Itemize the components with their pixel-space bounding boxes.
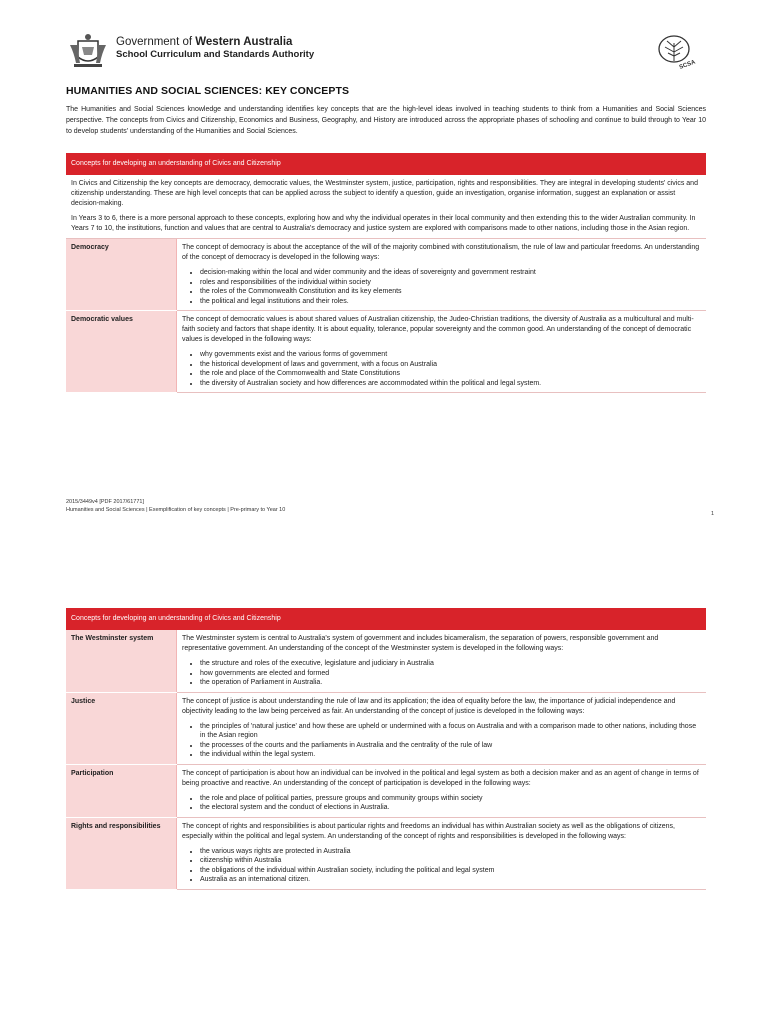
table-heading: Concepts for developing an understanding of Civics and Citizenship bbox=[66, 608, 706, 630]
table-row bbox=[66, 239, 706, 311]
document-title: Humanities and Social Sciences | Exemplification of key concepts | Pre-primary to Year 10 bbox=[66, 507, 286, 513]
table-row bbox=[66, 817, 706, 889]
list-item: • the historical development of laws and government, with a focus on Australia bbox=[200, 360, 701, 370]
list-item: • the processes of the courts and the parliaments in Australia and the centrality of the rule of law bbox=[200, 741, 701, 751]
concept-term: Democratic values bbox=[66, 311, 177, 393]
concept-definition: The Westminster system is central to Australia's system of government and includes bicameralism, the separation of powers, responsible government and representative government. An understanding of the concept of the Westminster system is developed in the following ways: • the structure and roles of the executive, legislature and judiciary in Australia • how governments are elected and formed • the operation of Parliament in Australia. bbox=[177, 630, 707, 692]
list-item: • the roles of the Commonwealth Constitution and its key elements bbox=[200, 287, 701, 297]
list-item: • the individual within the legal system. bbox=[200, 750, 701, 760]
list-item: • why governments exist and the various forms of government bbox=[200, 350, 701, 360]
list-item: • the role and place of the Commonwealth and State Constitutions bbox=[200, 369, 701, 379]
concept-definition: The concept of rights and responsibilities is about particular rights and freedoms an individual has within Australian society as well as the obligations of citizens, especially within the political and legal system. An understanding of the concept of rights and responsibilities is developed in the following ways: • the various ways rights are protected in Australia • citizenship within Australia • the obligations of the individual within Australian society, including the political and legal system • Australia as an international citizen. bbox=[177, 817, 707, 889]
logo-lettering: SCSA bbox=[678, 59, 697, 71]
list-item: • the electoral system and the conduct of elections in Australia. bbox=[200, 803, 701, 813]
authority-name: School Curriculum and Standards Authority bbox=[116, 49, 315, 60]
scsa-logo-icon bbox=[656, 33, 697, 73]
concept-term: Democracy bbox=[66, 239, 177, 311]
concept-definition: The concept of democratic values is about shared values of Australian citizenship, the Judeo-Christian traditions, the diversity of Australia as a multicultural and multi-faith society and factors that shape identity. It is about equality, tolerance, popular sovereignty and the common good. An understanding of the concept of democratic values is developed in the following ways: • why governments exist and the various forms of government • the historical development of laws and government, with a focus on Australia • the role and place of the Commonwealth and State Constitutions • the diversity of Australian society and how differences are accommodated within the political and legal system. bbox=[177, 311, 707, 393]
page-footer bbox=[66, 498, 714, 517]
wa-coat-of-arms-icon bbox=[66, 33, 110, 69]
page-title: HUMANITIES AND SOCIAL SCIENCES: KEY CONCEPTS bbox=[66, 85, 350, 97]
list-item: • decision-making within the local and wider community and the ideas of sovereignty and government restraint bbox=[200, 268, 701, 278]
table-row bbox=[66, 692, 706, 764]
concept-term: Participation bbox=[66, 764, 177, 817]
intro-paragraph: The Humanities and Social Sciences knowledge and understanding identifies key concepts that are the high-level ideas involved in teaching students to think from a Humanities and Social Sciences perspective. The concepts from Civics and Citizenship, Economics and Business, Geography, and History are introduced across the appropriate phases of schooling and continue to build through to Year 10 to develop students' understanding of the Humanities and Social Sciences. bbox=[66, 106, 706, 135]
page-number: 1 bbox=[710, 511, 714, 517]
concept-definition: The concept of justice is about understanding the rule of law and its application; the idea of equality before the law, the importance of judicial independence and objectivity leading to the law being perceived as fair. An understanding of the concept of justice is developed in the following ways: • the principles of 'natural justice' and how these are upheld or undermined with a focus on Australia and with a comparison made to other nations, including those in the Asian region • the processes of the courts and the parliaments in Australia and the centrality of the rule of law • the individual within the legal system. bbox=[177, 692, 707, 764]
list-item: • the structure and roles of the executive, legislature and judiciary in Australia bbox=[200, 659, 701, 669]
civics-concepts-table-1 bbox=[66, 153, 706, 393]
concept-definition: The concept of democracy is about the acceptance of the will of the majority combined with constitutionalism, the rule of law and particular freedoms. An understanding of the concept of democracy is developed in the following ways: • decision-making within the local and wider community and the ideas of sovereignty and government restraint • roles and responsibilities of the individual within society • the roles of the Commonwealth Constitution and its key elements • the political and legal institutions and their roles. bbox=[177, 239, 707, 311]
table-row bbox=[66, 630, 706, 692]
document-header bbox=[66, 33, 706, 73]
table-row bbox=[66, 764, 706, 817]
list-item: • the various ways rights are protected in Australia bbox=[200, 847, 701, 857]
document-id: 2015/3449v4 [PDF 2017/61771] bbox=[66, 499, 144, 505]
list-item: • the principles of 'natural justice' and how these are upheld or undermined with a focus on Australia and with a comparison made to other nations, including those in the Asian region bbox=[200, 722, 701, 741]
list-item: • citizenship within Australia bbox=[200, 856, 701, 866]
list-item: • the political and legal institutions and their roles. bbox=[200, 297, 701, 307]
concept-definition: The concept of participation is about how an individual can be involved in the political and legal system as both a decision maker and as an agent of change in terms of being proactive and reactive. An understanding of the concept of participation is developed in the following ways: • the role and place of political parties, pressure groups and community groups within society • the electoral system and the conduct of elections in Australia. bbox=[177, 764, 707, 817]
table-row bbox=[66, 311, 706, 393]
concept-term: The Westminster system bbox=[66, 630, 177, 692]
concept-term: Justice bbox=[66, 692, 177, 764]
list-item: • roles and responsibilities of the individual within society bbox=[200, 278, 701, 288]
list-item: • the diversity of Australian society and how differences are accommodated within the political and legal system. bbox=[200, 379, 701, 389]
list-item: • the role and place of political parties, pressure groups and community groups within society bbox=[200, 794, 701, 804]
civics-concepts-table-2 bbox=[66, 608, 706, 890]
table-heading: Concepts for developing an understanding of Civics and Citizenship bbox=[66, 153, 706, 175]
list-item: • Australia as an international citizen. bbox=[200, 875, 701, 885]
list-item: • how governments are elected and formed bbox=[200, 669, 701, 679]
list-item: • the operation of Parliament in Australia. bbox=[200, 678, 701, 688]
concept-term: Rights and responsibilities bbox=[66, 817, 177, 889]
government-name: Government of Western Australia bbox=[116, 36, 293, 48]
list-item: • the obligations of the individual within Australian society, including the political and legal system bbox=[200, 866, 701, 876]
table-description: In Civics and Citizenship the key concepts are democracy, democratic values, the Westminster system, justice, participation, rights and responsibilities. They are integral in developing students' civics and citizenship understanding. These are high level concepts that can be applied across the subject to identify a question, guide an investigation, organise information, suggest an explanation or assist decision-making. In Years 3 to 6, there is a more personal approach to these concepts, exploring how and why the individual operates in their local community and then extending this to the wider Australian community. In Years 7 to 10, the institutions, function and values that are central to Australia's democracy and justice system are explored with comparisons made to other nations, including those in the Asian region. bbox=[66, 175, 706, 239]
